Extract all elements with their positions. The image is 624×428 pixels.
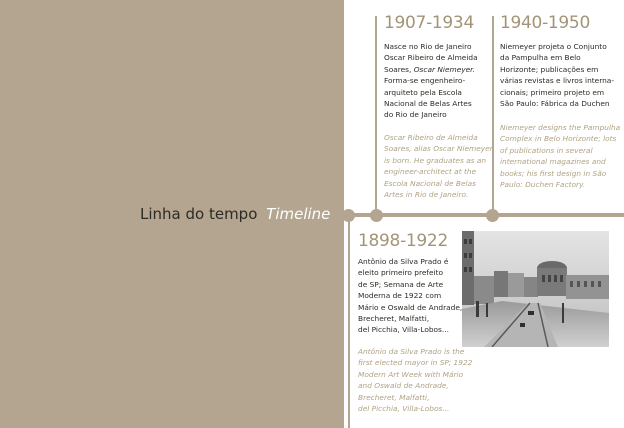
- timeline-title: [140, 205, 330, 223]
- text-line: Modern Art Week with Mário: [358, 369, 464, 379]
- text-line: and Oswald de Andrade,: [358, 381, 449, 391]
- text-line: Niemeyer projeta o Conjunto: [500, 42, 607, 51]
- entry-text-en-1898: [358, 346, 472, 414]
- text-line: is born. He graduates as an: [384, 155, 487, 165]
- text-line: Horizonte; publicações em: [500, 64, 599, 74]
- text-line: of publications in several: [500, 145, 593, 155]
- text-line: Soares, Oscar Niemeyer.: [384, 64, 475, 74]
- connector-1907: [375, 16, 377, 214]
- timeline-axis: [344, 213, 624, 217]
- entry-year-1898: 1898-1922: [358, 231, 448, 251]
- entry-text-en-1940: [500, 122, 620, 190]
- text-line: Moderna de 1922 com: [358, 291, 442, 301]
- text-line: Complex in Belo Horizonte; lots: [500, 134, 617, 144]
- text-line: engineer-architect at the: [384, 167, 477, 177]
- text-line: arquiteto pela Escola: [384, 87, 462, 97]
- text-line: books; his first design in São: [500, 168, 607, 178]
- connector-1898: [348, 215, 350, 428]
- timeline-title-pt: Linha do tempo: [140, 205, 258, 223]
- text-line: cionais; primeiro projeto em: [500, 87, 605, 97]
- text-line: São Paulo: Fábrica da Duchen: [500, 99, 610, 109]
- text-line: da Pampulha em Belo: [500, 53, 581, 63]
- timeline-dot-1898: [342, 209, 355, 222]
- text-line: Paulo: Duchen Factory.: [500, 180, 586, 190]
- historic-photo-graphic: [462, 231, 609, 347]
- text-line: international magazines and: [500, 157, 606, 167]
- text-line: Soares, alias Oscar Niemeyer: [384, 144, 493, 154]
- text-line: Nacional de Belas Artes: [384, 99, 472, 109]
- text-line: Mário e Oswald de Andrade,: [358, 302, 463, 312]
- historic-photo-sao-paulo: [462, 231, 609, 347]
- text-line: first elected mayor in SP; 1922: [358, 358, 473, 368]
- entry-text-pt-1907: [384, 41, 478, 121]
- text-line: Brecheret, Malfatti,: [358, 314, 430, 324]
- text-line: Artes in Rio de Janeiro.: [384, 190, 469, 200]
- text-line: Oscar Ribeiro de Almeida: [384, 53, 478, 63]
- text-line: Antônio da Silva Prado is the: [358, 347, 465, 356]
- text-line: de SP; Semana de Arte: [358, 279, 444, 289]
- entry-text-pt-1898: [358, 256, 462, 336]
- text-line: do Rio de Janeiro: [384, 110, 447, 120]
- text-line: del Picchia, Villa-Lobos...: [358, 325, 449, 335]
- text-line: Antônio da Silva Prado é: [358, 257, 449, 266]
- text-line: Niemeyer designs the Pampulha: [500, 123, 621, 132]
- entry-text-en-1907: [384, 132, 493, 200]
- timeline-title-en: Timeline: [266, 205, 331, 223]
- timeline-dot-1907: [370, 209, 383, 222]
- text-line: del Picchia, Villa-Lobos...: [358, 404, 450, 414]
- text-line: Brecheret, Malfatti,: [358, 392, 430, 402]
- text-line: eleito primeiro prefeito: [358, 268, 444, 278]
- entry-year-1940: 1940-1950: [500, 13, 590, 33]
- text-line: Nasce no Rio de Janeiro: [384, 42, 472, 51]
- text-line: várias revistas e livros interna-: [500, 76, 614, 86]
- text-line: Oscar Ribeiro de Almeida: [384, 133, 478, 142]
- text-line: Forma-se engenheiro-: [384, 76, 466, 86]
- entry-text-pt-1940: [500, 41, 614, 109]
- entry-year-1907: 1907-1934: [384, 13, 474, 33]
- timeline-dot-1940: [486, 209, 499, 222]
- text-line: Escola Nacional de Belas: [384, 178, 476, 188]
